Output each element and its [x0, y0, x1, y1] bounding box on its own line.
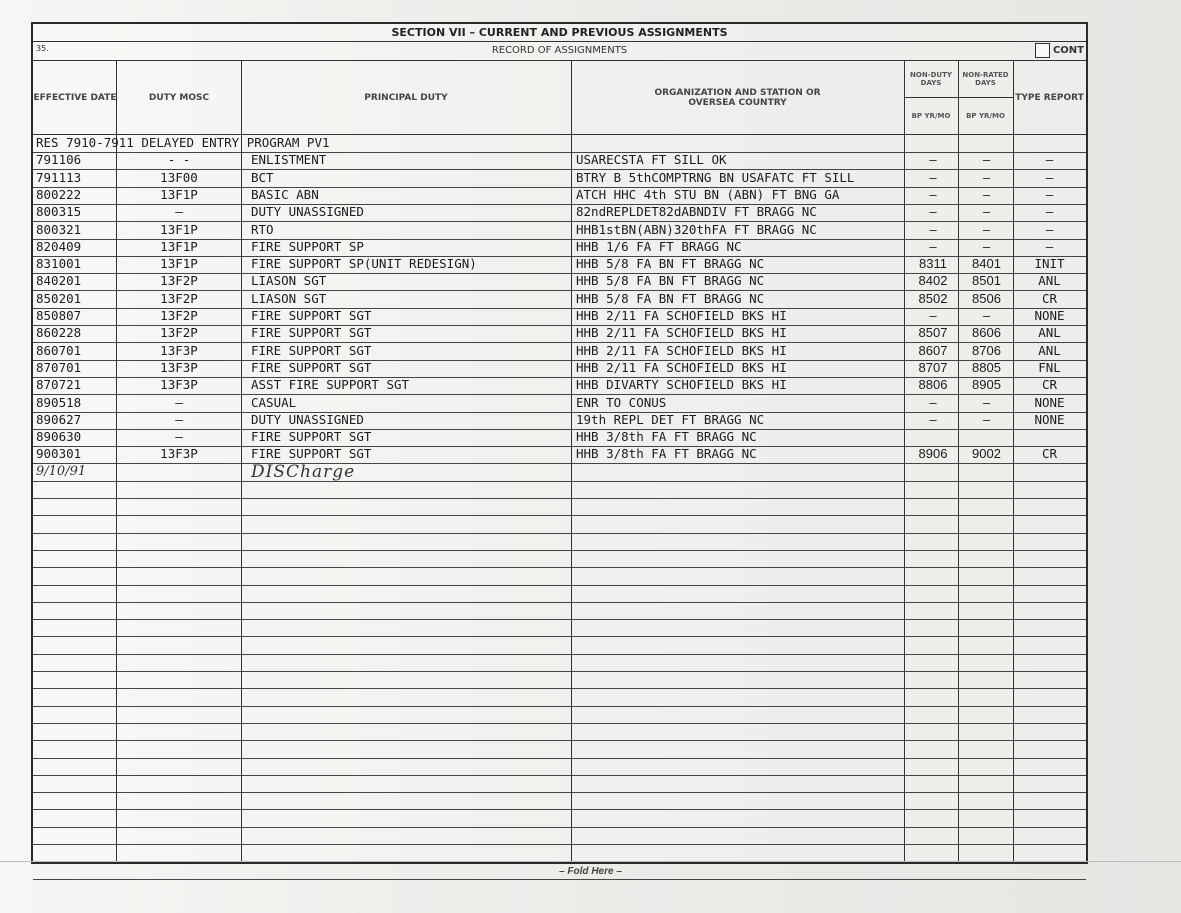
row-effective-date: 860228: [36, 325, 82, 341]
row-duty-mosc: 13F1P: [160, 256, 198, 272]
row-effective-date: 900301: [36, 446, 82, 462]
row-non-duty-days: 8806: [918, 377, 948, 393]
table-row: [33, 463, 1086, 482]
row-effective-date: 860701: [36, 342, 82, 358]
table-row: [33, 826, 1086, 845]
table-row: [33, 532, 1086, 551]
row-duty-mosc: 13F2P: [160, 308, 198, 323]
row-organization: HHB 2/11 FA SCHOFIELD BKS HI: [576, 342, 787, 358]
table-row: [33, 359, 1086, 378]
row-type-report: –: [1045, 186, 1054, 202]
header-principal-duty: PRINCIPAL DUTY: [241, 61, 571, 135]
row-type-report: CR: [1041, 446, 1058, 462]
row-organization: 82ndREPLDET82dABNDIV FT BRAGG NC: [576, 204, 817, 220]
row-organization: HHB1stBN(ABN)320thFA FT BRAGG NC: [576, 221, 817, 237]
row-non-rated-days: 8706: [972, 342, 1001, 358]
row-principal-duty: FIRE SUPPORT SGT: [251, 359, 372, 375]
row-non-rated-days: –: [982, 238, 991, 254]
table-row: [33, 567, 1086, 586]
row-non-duty-days: –: [929, 169, 937, 185]
row-type-report: ANL: [1038, 342, 1061, 358]
row-effective-date: 870721: [36, 377, 82, 393]
cont-checkbox[interactable]: [1035, 43, 1050, 58]
row-non-duty-days: –: [929, 238, 937, 254]
row-organization: HHB 2/11 FA SCHOFIELD BKS HI: [576, 359, 787, 375]
row-organization: HHB 5/8 FA BN FT BRAGG NC: [576, 273, 765, 289]
table-row: [33, 151, 1086, 170]
row-effective-date: 870701: [36, 359, 82, 375]
row-non-duty-days: 8607: [918, 342, 948, 358]
row-non-rated-days: –: [982, 204, 991, 220]
row-principal-duty: DUTY UNASSIGNED: [251, 204, 364, 220]
record-title: RECORD OF ASSIGNMENTS: [491, 45, 628, 56]
row-principal-duty: FIRE SUPPORT SGT: [251, 429, 372, 445]
row-non-rated-days: [958, 428, 1015, 446]
row-non-rated-days: 9002: [972, 446, 1001, 462]
row-principal-duty: LIASON SGT: [251, 290, 327, 306]
header-duty-mosc: DUTY MOSC: [117, 61, 241, 135]
row-non-duty-days: 8707: [918, 359, 948, 375]
table-row: [33, 290, 1086, 309]
table-row: [33, 636, 1086, 655]
row-type-report: NONE: [1034, 411, 1065, 427]
row-non-rated-days: 8501: [972, 273, 1001, 289]
row-non-rated-days: –: [982, 221, 991, 237]
row-organization: HHB 5/8 FA BN FT BRAGG NC: [576, 256, 765, 272]
row-non-duty-days: 8507: [918, 325, 948, 341]
row-principal-duty: FIRE SUPPORT SP: [251, 238, 364, 254]
row-non-duty-days: –: [929, 204, 937, 220]
table-row: [33, 584, 1086, 603]
assignments-form: [31, 22, 1088, 864]
row-principal-duty: BASIC ABN: [251, 186, 319, 202]
row-type-report: FNL: [1038, 359, 1061, 375]
section-title: SECTION VII – CURRENT AND PREVIOUS ASSIGNMENTS: [33, 24, 1086, 42]
table-row: [33, 670, 1086, 689]
table-row: [33, 843, 1086, 862]
row-non-duty-days: –: [929, 186, 937, 202]
row-non-duty-days: 8402: [918, 273, 948, 289]
row-type-report: NONE: [1034, 394, 1065, 410]
row-duty-mosc: 13F1P: [160, 186, 198, 202]
table-row: [33, 376, 1086, 395]
header-organization: ORGANIZATION AND STATION OR OVERSEA COUNTRY: [571, 61, 904, 135]
row-principal-duty: FIRE SUPPORT SGT: [251, 325, 372, 341]
table-row: [33, 549, 1086, 568]
row-duty-mosc: –: [175, 429, 183, 445]
cont-label: CONT: [1052, 45, 1084, 56]
row-effective-date: 890630: [36, 429, 82, 445]
row-principal-duty: FIRE SUPPORT SGT: [251, 308, 372, 323]
row-duty-mosc: 13F00: [160, 169, 198, 185]
row-duty-mosc: 13F2P: [160, 290, 198, 306]
row-duty-mosc: 13F3P: [160, 446, 198, 462]
row-organization: ATCH HHC 4th STU BN (ABN) FT BNG GA: [576, 186, 840, 202]
table-row: [33, 688, 1086, 707]
row-organization: HHB DIVARTY SCHOFIELD BKS HI: [576, 377, 787, 393]
table-row: [33, 515, 1086, 534]
fold-here-label: – Fold Here –: [559, 866, 622, 877]
table-row: [33, 342, 1086, 361]
row-type-report: CR: [1041, 377, 1058, 393]
row-principal-duty: FIRE SUPPORT SP(UNIT REDESIGN): [251, 256, 477, 272]
row-non-rated-days: –: [982, 186, 991, 202]
table-row: [33, 740, 1086, 759]
table-row: [33, 272, 1086, 291]
row-effective-date: 791113: [36, 169, 82, 185]
row-non-rated-days: –: [982, 152, 991, 168]
table-row: [33, 791, 1086, 810]
table-row: [33, 497, 1086, 516]
row-organization: HHB 2/11 FA SCHOFIELD BKS HI: [576, 325, 787, 341]
row-non-duty-days: 8906: [918, 446, 948, 462]
header-effective-date: EFFECTIVE DATE: [33, 61, 117, 135]
row-non-duty-days: –: [929, 308, 937, 323]
row-type-report: NONE: [1034, 308, 1065, 323]
row-principal-duty: FIRE SUPPORT SGT: [251, 342, 372, 358]
table-row: [33, 169, 1086, 188]
row-non-rated-days: 8905: [972, 377, 1001, 393]
row-duty-mosc: 13F3P: [160, 377, 198, 393]
table-row: [33, 203, 1086, 222]
table-row: [33, 774, 1086, 793]
row-non-rated-days: –: [982, 169, 991, 185]
row-duty-mosc: –: [175, 394, 183, 410]
table-row: [33, 480, 1086, 499]
row-effective-date: 800321: [36, 221, 82, 237]
table-row: [33, 411, 1086, 430]
record-title-bar: [33, 42, 1086, 61]
table-row: [33, 307, 1086, 326]
row-non-duty-days: –: [929, 394, 937, 410]
header-non-duty-days: NON-DUTY DAYS BP YR/MO: [904, 61, 958, 135]
row-non-duty-days: 8502: [918, 290, 948, 306]
row-effective-date: 820409: [36, 238, 82, 254]
row-organization: HHB 3/8th FA FT BRAGG NC: [576, 446, 757, 462]
row-effective-date: 890518: [36, 394, 82, 410]
table-row: [33, 445, 1086, 464]
row-effective-date: 850807: [36, 308, 82, 323]
row-effective-date: 840201: [36, 273, 82, 289]
row-principal-duty: ASST FIRE SUPPORT SGT: [251, 377, 410, 393]
row-non-rated-days: 8401: [972, 256, 1001, 272]
table-row: [33, 618, 1086, 637]
row-non-rated-days: –: [982, 411, 991, 427]
table-row: [33, 428, 1086, 447]
table-row: [33, 324, 1086, 343]
row-duty-mosc: 13F3P: [160, 359, 198, 375]
row-duty-mosc: - -: [167, 152, 191, 168]
row-type-report: –: [1045, 238, 1054, 254]
cont-checkbox-group[interactable]: [1035, 43, 1084, 58]
row-organization: HHB 1/6 FA FT BRAGG NC: [576, 238, 742, 254]
row-non-rated-days: –: [982, 308, 991, 323]
row-duty-mosc: 13F1P: [160, 221, 198, 237]
row-organization: HHB 5/8 FA BN FT BRAGG NC: [576, 290, 765, 306]
table-row: [33, 722, 1086, 741]
table-row: [33, 705, 1086, 724]
row-organization: USARECSTA FT SILL OK: [576, 152, 727, 168]
row-principal-duty: FIRE SUPPORT SGT: [251, 446, 372, 462]
table-row: [33, 186, 1086, 205]
row-duty-mosc: 13F2P: [160, 325, 198, 341]
row-organization: ENR TO CONUS: [576, 394, 667, 410]
row-non-rated-days: 8805: [972, 359, 1001, 375]
row-duty-handwritten: DISCharge: [251, 461, 356, 482]
row-non-duty-days: [905, 428, 961, 446]
row-type-report: –: [1045, 204, 1054, 220]
header-type-report: TYPE REPORT: [1013, 61, 1086, 135]
table-row: [33, 757, 1086, 776]
row-type-report: [1013, 428, 1086, 446]
row-organization: HHB 3/8th FA FT BRAGG NC: [576, 429, 757, 445]
row-type-report: CR: [1041, 290, 1058, 306]
fold-line: [0, 861, 1181, 862]
row-type-report: –: [1045, 152, 1054, 168]
table-row: [33, 809, 1086, 828]
row-type-report: –: [1045, 169, 1054, 185]
row-organization: HHB 2/11 FA SCHOFIELD BKS HI: [576, 308, 787, 323]
row-effective-date: 850201: [36, 290, 82, 306]
row-principal-duty: ENLISTMENT: [251, 152, 327, 168]
row-non-rated-days: 8606: [972, 325, 1001, 341]
row-non-rated-days: –: [982, 394, 991, 410]
row-non-rated-days: 8506: [972, 290, 1001, 306]
table-row: [33, 134, 1086, 153]
row-entry-text: RES 7910-7911 DELAYED ENTRY PROGRAM PV1: [36, 135, 330, 150]
header-non-rated-days: NON-RATED DAYS BP YR/MO: [958, 61, 1013, 135]
table-row: [33, 394, 1086, 413]
table-row: [33, 238, 1086, 257]
row-non-duty-days: –: [929, 411, 937, 427]
row-organization: BTRY B 5thCOMPTRNG BN USAFATC FT SILL: [576, 169, 855, 185]
row-effective-date: 831001: [36, 256, 82, 272]
row-principal-duty: LIASON SGT: [251, 273, 327, 289]
item-number: 35.: [36, 44, 49, 53]
row-date-handwritten: 9/10/91: [36, 463, 87, 479]
row-duty-mosc: 13F1P: [160, 238, 198, 254]
row-effective-date: 800222: [36, 186, 82, 202]
table-row: [33, 601, 1086, 620]
row-non-duty-days: –: [929, 221, 937, 237]
row-duty-mosc: –: [175, 411, 183, 427]
row-duty-mosc: 13F2P: [160, 273, 198, 289]
row-organization: 19th REPL DET FT BRAGG NC: [576, 411, 765, 427]
row-principal-duty: BCT: [251, 169, 274, 185]
row-non-duty-days: 8311: [919, 256, 947, 272]
row-duty-mosc: 13F3P: [160, 342, 198, 358]
row-type-report: ANL: [1038, 325, 1061, 341]
row-effective-date: 791106: [36, 152, 82, 168]
row-principal-duty: CASUAL: [251, 394, 297, 410]
row-effective-date: 800315: [36, 204, 82, 220]
row-duty-mosc: –: [175, 204, 183, 220]
row-type-report: ANL: [1038, 273, 1061, 289]
table-row: [33, 255, 1086, 274]
row-principal-duty: RTO: [251, 221, 274, 237]
row-non-duty-days: –: [929, 152, 937, 168]
table-row: [33, 653, 1086, 672]
row-type-report: INIT: [1034, 256, 1065, 272]
row-type-report: –: [1045, 221, 1054, 237]
row-effective-date: 890627: [36, 411, 82, 427]
table-row: [33, 221, 1086, 240]
row-principal-duty: DUTY UNASSIGNED: [251, 411, 364, 427]
